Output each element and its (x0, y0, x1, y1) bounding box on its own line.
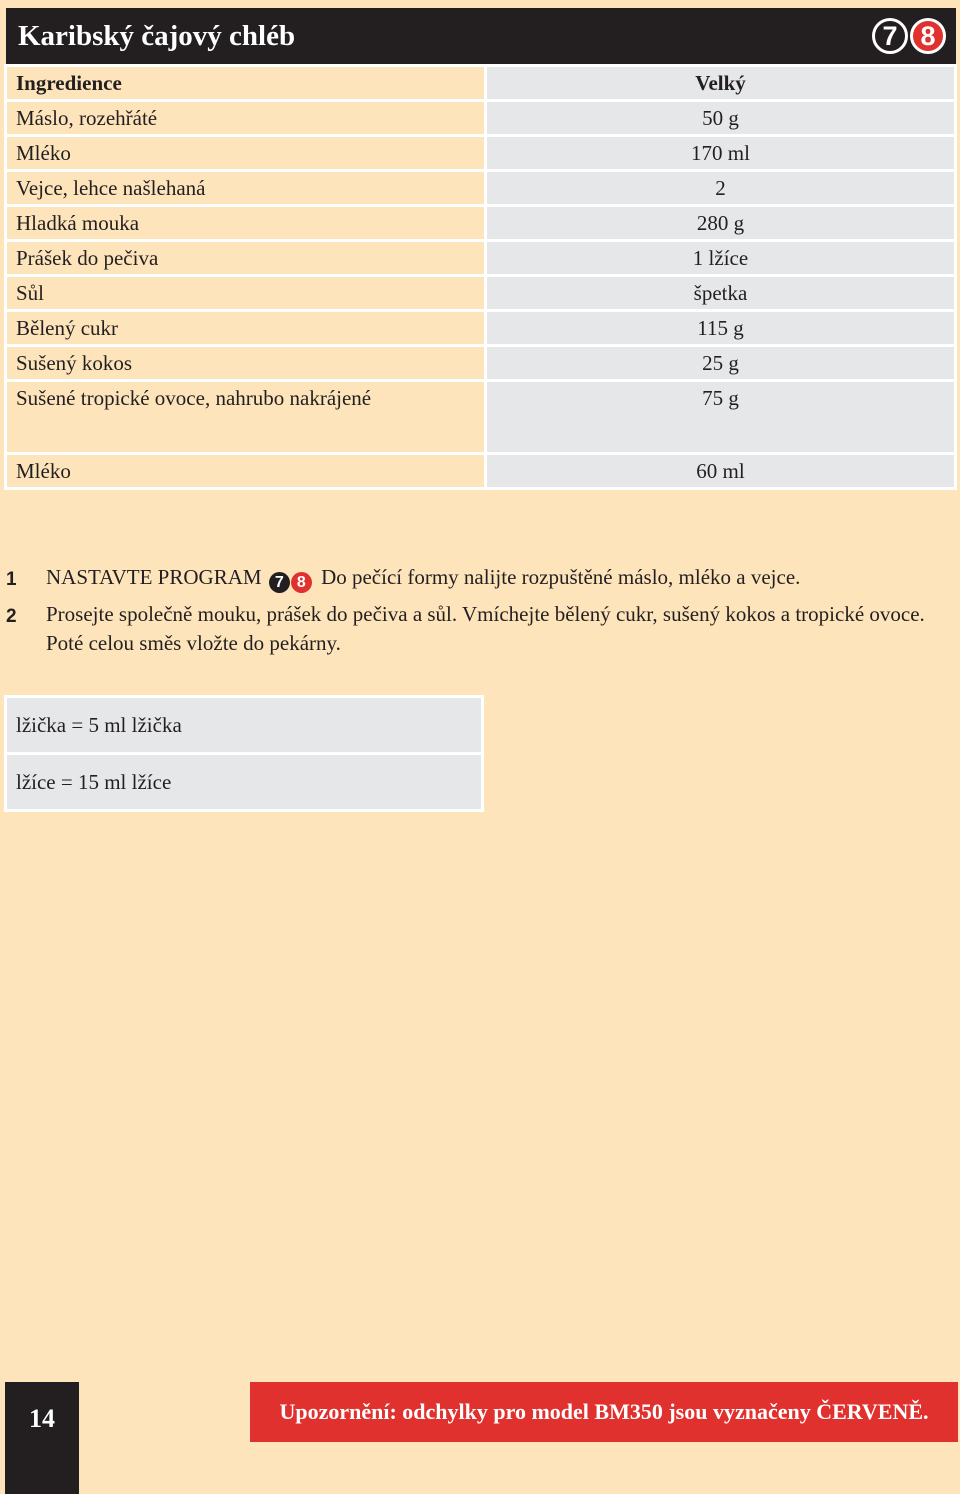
recipe-title: Karibský čajový chléb (18, 19, 296, 52)
recipe-title-bar (6, 8, 956, 64)
ingredient-name: Sušený kokos (6, 346, 486, 381)
table-row (6, 171, 956, 206)
table-row (6, 697, 483, 754)
ingredient-name: Vejce, lehce našlehaná (6, 171, 486, 206)
table-row (6, 311, 956, 346)
inline-program-badges (269, 572, 312, 593)
ingredient-name: Mléko (6, 136, 486, 171)
ingredient-qty: 115 g (486, 311, 956, 346)
ingredient-qty: 25 g (486, 346, 956, 381)
step-1 (6, 563, 946, 594)
ingredient-name: Hladká mouka (6, 206, 486, 241)
program-badges (872, 18, 946, 54)
step-prefix: NASTAVTE PROGRAM (46, 565, 262, 589)
model-notice-banner (250, 1382, 958, 1442)
table-row (6, 381, 956, 454)
ingredient-qty: špetka (486, 276, 956, 311)
step-text (46, 563, 946, 594)
inline-program-8-badge: 8 (291, 572, 312, 593)
ingredient-name: Mléko (6, 454, 486, 489)
table-row (6, 241, 956, 276)
step-body: Do pečící formy nalijte rozpuštěné máslo, mléko a vejce. (321, 565, 801, 589)
method-steps (6, 563, 946, 664)
step-number: 1 (6, 569, 17, 590)
ingredients-header: Ingredience (6, 66, 486, 101)
step-number: 2 (6, 606, 17, 627)
page-number: 14 (29, 1404, 55, 1433)
measure-teaspoon: lžička = 5 ml lžička (6, 697, 483, 754)
measures-table (4, 695, 484, 812)
ingredient-name: Prášek do pečiva (6, 241, 486, 276)
program-8-badge: 8 (910, 18, 946, 54)
ingredient-name: Bělený cukr (6, 311, 486, 346)
page-number-tab (5, 1382, 79, 1494)
ingredient-qty: 170 ml (486, 136, 956, 171)
measure-tablespoon: lžíce = 15 ml lžíce (6, 754, 483, 811)
size-header: Velký (486, 66, 956, 101)
ingredient-qty: 280 g (486, 206, 956, 241)
table-row (6, 206, 956, 241)
table-row (6, 346, 956, 381)
ingredient-qty: 60 ml (486, 454, 956, 489)
table-row (6, 276, 956, 311)
step-body: Prosejte společně mouku, prášek do pečiva a sůl. Vmíchejte bělený cukr, sušený kokos a tropické ovoce. Poté celou směs vložte do pekárny. (46, 602, 925, 655)
ingredients-header-row (6, 66, 956, 101)
table-row (6, 136, 956, 171)
step-2 (6, 600, 946, 658)
model-notice-text: Upozornění: odchylky pro model BM350 jsou vyznačeny ČERVENĚ. (279, 1399, 929, 1424)
program-7-badge: 7 (872, 18, 908, 54)
table-row (6, 454, 956, 489)
inline-program-7-badge: 7 (269, 572, 290, 593)
ingredients-table (4, 64, 957, 490)
table-row (6, 101, 956, 136)
ingredient-qty: 2 (486, 171, 956, 206)
ingredient-qty: 75 g (486, 381, 956, 454)
ingredient-name: Máslo, rozehřáté (6, 101, 486, 136)
ingredient-name: Sušené tropické ovoce, nahrubo nakrájené (6, 381, 486, 454)
ingredient-qty: 1 lžíce (486, 241, 956, 276)
ingredient-qty: 50 g (486, 101, 956, 136)
table-row (6, 754, 483, 811)
ingredient-name: Sůl (6, 276, 486, 311)
